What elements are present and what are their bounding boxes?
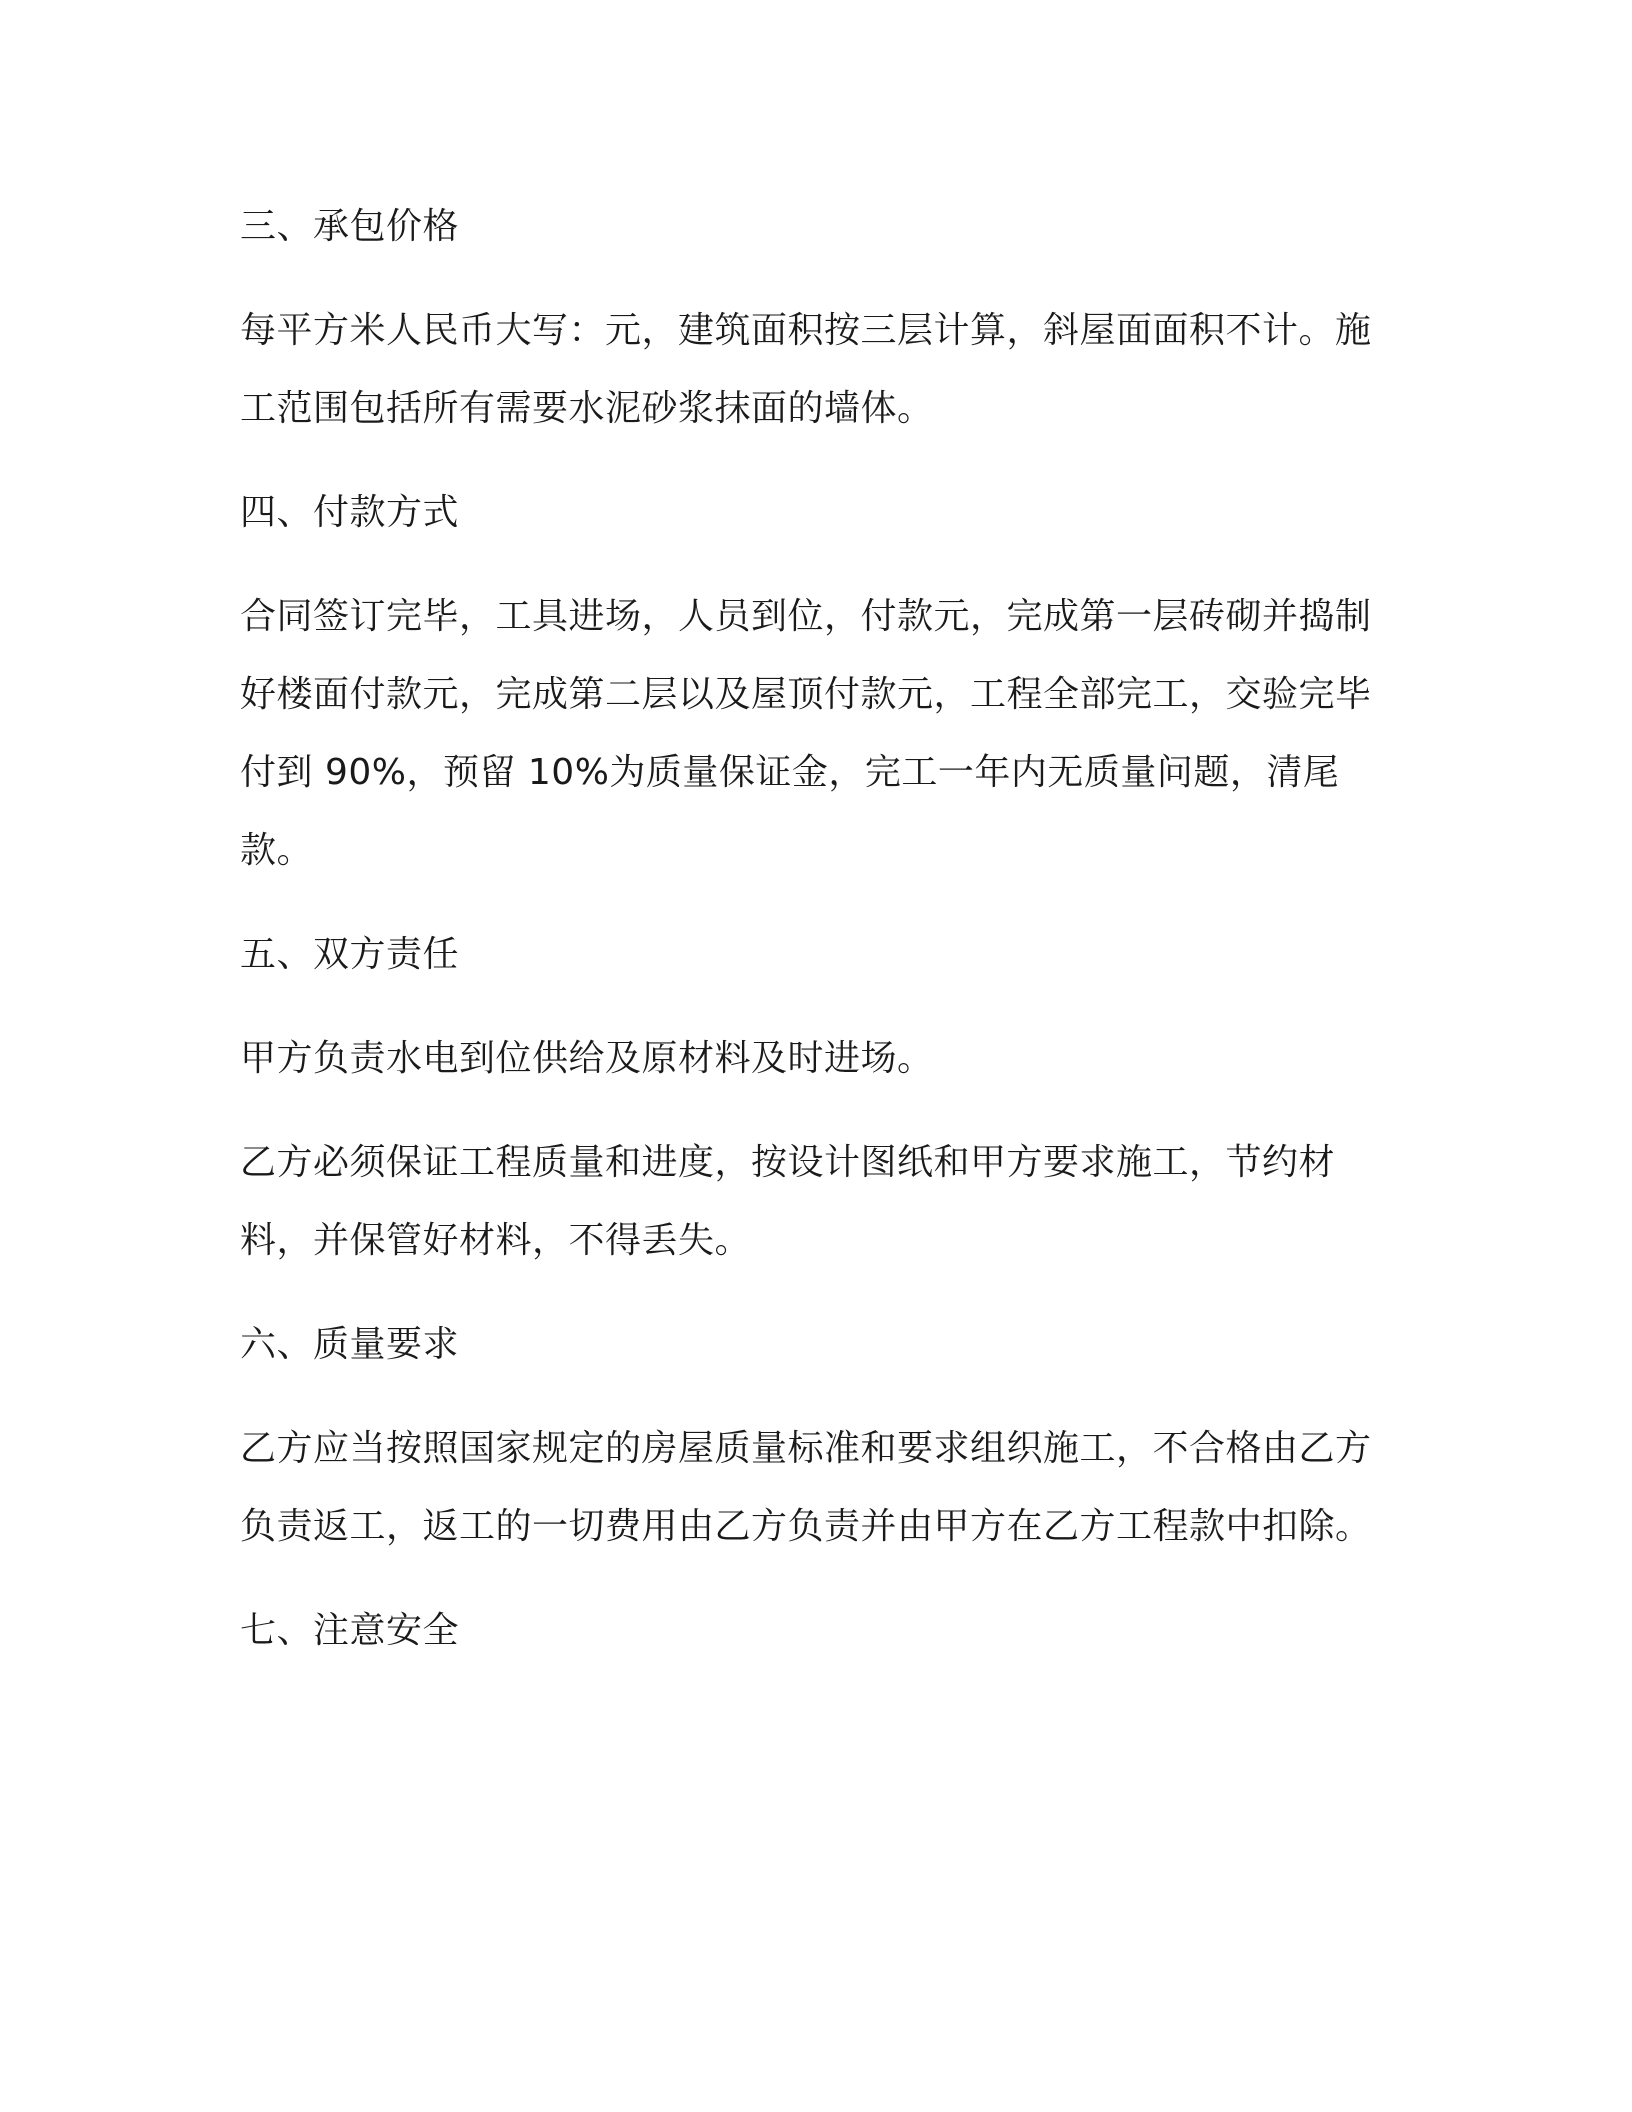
section-heading-payment: 四、付款方式 — [240, 492, 460, 533]
section-heading-quality: 六、质量要求 — [240, 1324, 460, 1365]
section-heading-responsibilities: 五、双方责任 — [240, 934, 460, 975]
section-paragraph-quality: 乙方应当按照国家规定的房屋质量标准和要求组织施工，不合格由乙方负责返工，返工的一切费用由乙方负责并由甲方在乙方工程款中扣除。 — [240, 1428, 1372, 1547]
section-paragraph-party-b: 乙方必须保证工程质量和进度，按设计图纸和甲方要求施工，节约材料，并保管好材料，不得丢失。 — [240, 1142, 1336, 1261]
section-paragraph-price: 每平方米人民币大写：元，建筑面积按三层计算，斜屋面面积不计。施工范围包括所有需要水泥砂浆抹面的墙体。 — [240, 310, 1372, 429]
section-paragraph-payment: 合同签订完毕，工具进场，人员到位，付款元，完成第一层砖砌并捣制好楼面付款元，完成第二层以及屋顶付款元，工程全部完工，交验完毕付到 90%，预留 10%为质量保证金，完工一年内无质量问题，清尾款。 — [240, 596, 1372, 871]
section-paragraph-party-a: 甲方负责水电到位供给及原材料及时进场。 — [240, 1038, 934, 1079]
section-heading-price: 三、承包价格 — [240, 206, 460, 247]
document-body — [240, 188, 1390, 1696]
section-heading-safety: 七、注意安全 — [240, 1610, 460, 1651]
